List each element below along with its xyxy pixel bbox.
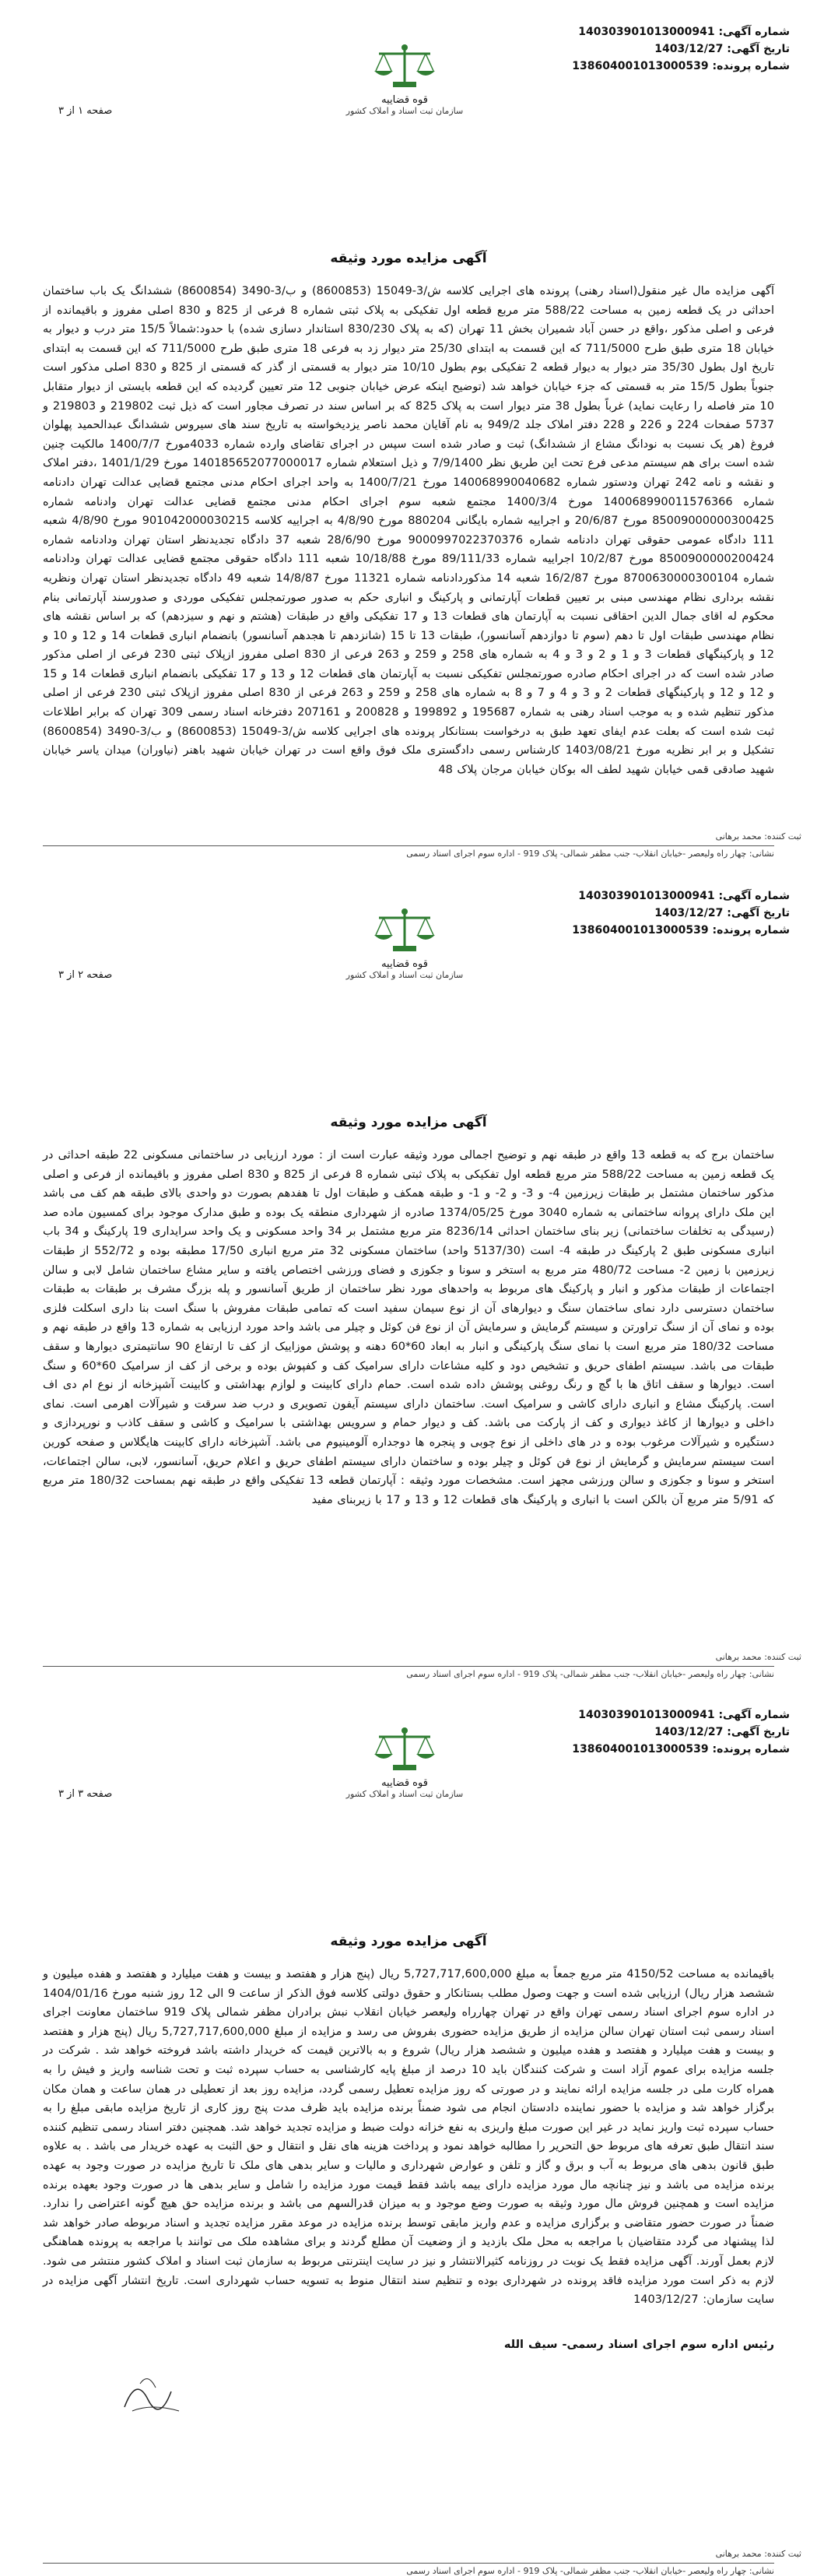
- footer-address: نشانی: چهار راه ولیعصر -خیابان انقلاب- جنب مظفر شمالی- پلاک 919 - اداره سوم اجرای اسناد رسمی: [406, 849, 774, 859]
- judiciary-emblem: [288, 907, 521, 980]
- notice-title: آگهی مزایده مورد وثیقه: [330, 251, 487, 266]
- notice-body: باقیمانده به مساحت 4150/52 متر مربع جمعاً به مبلغ 5,727,717,600,000 ریال (پنج هزار و هفتصد و بیست و هفت میلیارد و هفتصد و هفده میلیون و ششصد هزار ریال) ارزیابی شده است و جهت وصول مطلب بستانکار و حقوق دولتی کلاسه فوق الذکر از ساعت 9 الی 12 روز شنبه مورخ 1404/01/16 در اداره سوم اجرای اسناد رسمی تهران واقع در تهران چهارراه ولیعصر خیابان انقلاب نبش برادران مظفر شمالی پلاک 919 ساختمان معاونت اجرای اسناد رسمی ثبت استان تهران سالن مزایده از طریق مزایده حضوری بفروش می رسد و مزایده از مبلغ 5,727,717,600,000 ریال (پنج هزار و هفتصد و بیست و هفت میلیارد و هفتصد و هفده میلیون و ششصد هزار ریال) شروع و به بالاترین قیمت که خریدار داشته باشد فروخته خواهد شد . شرکت در جلسه مزایده برای عموم آزاد است و شرکت کنندگان باید 10 درصد از مبلغ پایه کارشناسی به حساب سپرده ثبت و تحت شناسه واریز و فیش را به همراه کارت ملی در جلسه مزایده ارائه نمایند و در صورتی که روز مزایده تعطیل رسمی گردد، مزایده روز بعد از تعطیلی در همان ساعت و همان مکان برگزار خواهد شد و مزایده با حضور نماینده دادستان انجام می شود ضمناً برنده مزایده باید ظرف مدت پنج روز کاری از تاریخ مزایده مابقی مبلغ را به حساب سپرده ثبت واریز نماید در غیر این صورت مبلغ واریزی به نفع خزانه دولت ضبط و مزایده تجدید خواهد شد. همچنین دفتر اسناد رسمی تنظیم کننده سند انتقال طبق تعرفه های مربوط حق التحریر را مطالبه خواهد نمود و پرداخت هزینه های نقل و انتقال و حق الثبت به عهده خریدار می باشد . به علاوه طبق قانون بدهی های مربوط به آب و برق و گاز و تلفن و عوارض شهرداری و مالیات و سایر بدهی های ملک تا تاریخ مزایده در صورت وجود به عهده برنده مزایده می باشد و نیز چنانچه مال مورد مزایده دارای بیمه باشد فقط قیمت مورد مزایده را شامل و سایر بدهی ها در صورت وجود بعهده برنده مزایده است و همچنین فروش مال مورد وثیقه به صورت وضع موجود و به میزان قدرالسهم می باشد و برنده مزایده حق هیچ گونه اعتراضی را ندارد. ضمناً در صورت حضور متقاضی و برگزاری مزایده و عدم واریز مابقی توسط برنده مزایده در موعد مقرر مزایده تجدید و اسناد مربوطه صادر خواهد شد لذا پیشنهاد می گردد متقاضیان با مراجعه به محل ملک بازدید و از وضعیت آن مطلع گردند و برای مشاهده ملک می توانند با مراجعه به پرونده هماهنگی لازم بعمل آورند. آگهی مزایده فقط یک نوبت در روزنامه کثیرالانتشار و نیز در سایت اینترنتی مربوط به سازمان ثبت اسناد و املاک کشور منتشر می شود. لازم به ذکر است مورد مزایده فاقد پرونده در شهرداری بوده و تنظیم سند انتقال منوط به تسویه حساب شهرداری است. تاریخ انتشار آگهی مزایده در سایت سازمان: 1403/12/27: [43, 1968, 775, 2307]
- org-subname: سازمان ثبت اسناد و املاک کشور: [345, 970, 464, 980]
- footer-rule: [43, 845, 774, 846]
- notice-date: 1403/12/27: [654, 1726, 724, 1738]
- page-number: صفحه ۳ از ۳: [58, 1788, 113, 1800]
- file-number: 138604001013000539: [572, 1743, 709, 1755]
- notice-number: 140303901013000941: [578, 26, 715, 38]
- notice-date-label: تاریخ آگهی:: [727, 43, 790, 55]
- org-name: قوه قضاییه: [381, 958, 428, 970]
- signature-stamp-icon: [117, 2368, 187, 2423]
- footer-rule: [43, 2563, 774, 2564]
- judiciary-emblem: [288, 1726, 521, 1799]
- notice-number: 140303901013000941: [578, 890, 715, 902]
- file-number-label: شماره پرونده:: [712, 60, 790, 72]
- notice-title: آگهی مزایده مورد وثیقه: [330, 1115, 487, 1130]
- notice-title: آگهی مزایده مورد وثیقه: [330, 1934, 487, 1949]
- org-subname: سازمان ثبت اسناد و املاک کشور: [345, 106, 464, 116]
- notice-page-3: [0, 1683, 817, 2576]
- scales-of-justice-icon: [370, 1726, 440, 1774]
- notice-number-label: شماره آگهی:: [718, 26, 790, 38]
- signer-line: ثبت کننده: محمد برهانی: [715, 1652, 801, 1662]
- judiciary-emblem: [288, 43, 521, 116]
- notice-date-label: تاریخ آگهی:: [727, 1726, 790, 1738]
- footer-address: نشانی: چهار راه ولیعصر -خیابان انقلاب- جنب مظفر شمالی- پلاک 919 - اداره سوم اجرای اسناد رسمی: [406, 2566, 774, 2576]
- org-name: قوه قضاییه: [381, 1777, 428, 1789]
- file-number: 138604001013000539: [572, 924, 709, 937]
- page-number: صفحه ۲ از ۳: [58, 969, 113, 981]
- notice-number-label: شماره آگهی:: [718, 890, 790, 902]
- signer-line: ثبت کننده: محمد برهانی: [715, 2549, 801, 2559]
- file-number-label: شماره پرونده:: [712, 1743, 790, 1755]
- footer-rule: [43, 1666, 774, 1667]
- notice-header: [0, 864, 817, 1098]
- notice-header: [0, 1683, 817, 1917]
- notice-date-label: تاریخ آگهی:: [727, 907, 790, 919]
- org-name: قوه قضاییه: [381, 94, 428, 106]
- page-number: صفحه ۱ از ۳: [58, 105, 113, 117]
- notice-page-1: [0, 0, 817, 859]
- notice-date: 1403/12/27: [654, 907, 724, 919]
- file-number: 138604001013000539: [572, 60, 709, 72]
- notice-body: ساختمان برج که به قطعه 13 واقع در طبقه نهم و توضیح اجمالی مورد وثیقه عبارت است از : مورد ارزیابی در ساختمانی مسکونی 22 طبقه احداثی در یک قطعه زمین به مساحت 588/22 متر مربع قطعه اول تفکیکی به پلاک ثبتی شماره 8 فرعی از 825 و 830 اصلی مفروز و باقیمانده از فرعی و اصلی مذکور ساختمان مشتمل بر طبقات زیرزمین 4- و 3- و 2- و 1- و طبقه همکف و طبقات اول تا هفدهم بصورت دو واحدی بالای طبقه هم کف می باشد این ملک دارای پروانه ساختمانی به شماره 3040 مورخ 1374/05/25 صادره از شهرداری منطقه یک بوده و طبق مدارک موجود برای کمسیون ماده صد (رسیدگی به تخلفات ساختمانی) زیر بنای ساختمان احداثی 8236/14 متر مربع مشتمل بر 34 واحد مسکونی و یک واحد سرایداری 19 پارکینگ و 34 باب انباری مسکونی طبق 2 پارکینگ در طبقه 4- است (5137/30 واحد) ساختمان مسکونی 32 متر مربع انباری 17/50 مطبقه بوده و 552/72 از طبقات زیرزمین با زمین 2- مساحت 480/72 متر مربع به استخر و سونا و جکوزی و فضای ورزشی اختصاص یافته و سایر مشاع ساختمان شامل لابی و سالن اجتماعات از طبقات مذکور و انبار و پارکینگ های مربوط به واحدهای مورد نظر ساختمان از طریق آسانسور و پله بزرگ مشرف بر طبقات به طبقات ساختمان دسترسی دارد نمای ساختمان سنگ و دیوارهای آن از نوع سیمان سفید است که تمامی طبقات مفروش با سنگ است بنا داری اسکلت فلزی بوده و نمای آن از سنگ تراورتن و سیستم گرمایش و سرمایش آن از نوع فن کوئل و چیلر می باشد واحد مورد ارزیابی به شماره 13 واقع در طبقه نهم و مساحت 180/32 متر مربع است با نمای سنگ پارکینگی و انبار به ابعاد 60*60 دهنه و پوشش موزاییک از کف تا ارتفاع 90 سانتیمتری دیوارها و سقف طبقات می باشد. سیستم اطفای حریق و تشخیص دود و کلیه مشاعات دارای سرامیک کف و کفپوش بوده و برخی از کف از سرامیک 60*60 و سنگ است. دیوارها و سقف اتاق ها با گچ و رنگ روغنی پوشش داده شده است. حمام دارای کابینت و لوازم بهداشتی و کابینت آشپزخانه از نوع ام دی اف است. پارکینگ مشاع و انباری دارای کاشی و سرامیک است. ساختمان دارای سیستم آیفون تصویری و درب ضد سرقت و شیرآلات اهرمی است. نمای داخلی و دیوارها از کاغذ دیواری و کف از پارکت می باشد. کف و دیوار حمام و سرویس بهداشتی با سرامیک و کاشی و سقف کاذب و نورپردازی و دستگیره و شیرآلات مرغوب بوده و در های داخلی از نوع چوبی و پنجره ها دوجداره آلومینیوم می باشد. آشپزخانه دارای کابینت هایگلاس و صفحه کورین است سیستم سرمایش و گرمایش از نوع فن کوئل و چیلر بوده و ساختمان دارای سیستم اطفای حریق و اعلام حریق، آسانسور، لابی، سالن اجتماعات، استخر و سونا و جکوزی و سالن ورزشی مجهز است. مشخصات مورد وثیقه : آپارتمان قطعه 13 تفکیکی واقع در طبقه نهم بمساحت 180/32 متر مربع که 5/91 متر مربع آن بالکن است با انباری و پارکینگ های قطعات 12 و 13 و 17 با زیربنای مفید: [43, 1149, 775, 1506]
- signoff-line: رئیس اداره سوم اجرای اسناد رسمی- سیف الله: [503, 2339, 774, 2351]
- footer-address: نشانی: چهار راه ولیعصر -خیابان انقلاب- جنب مظفر شمالی- پلاک 919 - اداره سوم اجرای اسناد رسمی: [406, 1669, 774, 1679]
- signer-line: ثبت کننده: محمد برهانی: [715, 831, 801, 842]
- org-subname: سازمان ثبت اسناد و املاک کشور: [345, 1789, 464, 1799]
- notice-body: آگهی مزایده مال غیر منقول(اسناد رهنی) پرونده های اجرایی کلاسه ش/3-15049 (8600853) و ب/3-3490 (8600854) ششدانگ یک باب ساختمان احداثی در یک قطعه زمین به مساحت 588/22 متر مربع قطعه اول تفکیکی به پلاک ثبتی شماره 8 فرعی از 825 و 830 اصلی مفروز و باقیمانده از فرعی و اصلی مذکور ،واقع در حسن آباد شمیران بخش 11 تهران (که به پلاک 830/230 استاندار دسازی شده) با حدود:شمالاً 15/5 متر درب و دیوار به خیابان 18 متری طبق طرح 711/5000 که این قسمت به ابتدای 25/30 متر دیوار زد به فرعی 18 متری طبق طرح 711/5000 که این قسمت به ابتدای تاریخ اول بطول 35/30 متر دیوار به دیوار قطعه 2 تفکیکی بوم بطول 10/10 متر دیوار به قسمتی از گذر که قسمتی از 825 و 830 اصلی مذکور است جنوباً بطول 15/5 متر به قسمتی که جزء خیابان خواهد شد (توضیح اینکه عرض خیابان جنوبی 12 متر تعیین گردیده که این قطعه بایستی از دیوار متقابل 10 متر فاصله را رعایت نماید) غرباً بطول 38 متر دیوار است به پلاک 825 که بر اساس سند در تصرف مجاور است که ذیل ثبت 219802 و 219803 و 5737 صفحات 224 و 226 و 228 دفتر املاک جلد 949/2 به نام آقایان محمد ناصر یزدیخواسته به تاریخ سند های سیروس ششدانگ عبدالحمید پهلوان فروغ (هر یک نسبت به نودانگ مشاع از ششدانگ) ثبت و صادر شده است سپس در اجرای تقاضای وارده شماره 4033مورخ 1400/7/7 مالکیت چنین شده است برای هم سیستم مدعی فرع تحت این طریق نظر 7/9/1400 و ذیل استعلام شماره 140185652077000017 مورخ 1401/1/29 ،دفتر املاک و نقشه و نامه 242 تهران ودستور شماره 140068990040682 مورخ 1400/7/21 به واحد اجرای احکام مدنی مجتمع قضایی عدالت تهران دادنامه شماره 140068990011576366 مورخ 1400/3/4 مجتمع شعبه سوم اجرای احکام مدنی مجتمع قضایی عدالت تهران وادنامه شماره 85009000000300425 مورخ 20/6/87 و اجراییه شماره بایگانی 880204 مورخ 4/8/90 به اجراییه کلاسه 901042000030215 مورخ 4/8/90 شعبه 111 دادگاه عمومی حقوقی تهران دادنامه شماره 9000997022370376 مورخ 28/6/90 شعبه 37 دادگاه تجدیدنظر استان تهران ودادنامه شماره 8500900000200424 مورخ 10/2/87 اجراییه شماره 89/111/33 مورخ 10/18/88 شعبه 111 دادگاه حقوقی مجتمع قضایی عدالت تهران ودادنامه شماره 8700630000300104 مورخ 16/2/87 شعبه 14 مذکوردادنامه شماره 11321 مورخ 14/8/87 شعبه 49 دادگاه تجدیدنظر استان تهران ونظریه نقشه برداری نظام مهندسی مبنی بر تعیین قطعات آپارتمانی و پارکینگ و انباری حکم به صدور صورتمجلس تفکیکی موردی و صدورسند آپارتمانی بنام محکوم له اقای جمال الدین احقاقی نسبت به آپارتمان های قطعات 13 و 17 تفکیکی واقع در طبقات (هشتم و نهم و سیزدهم) که بر اساس نقشه های نظام مهندسی طبقات اول تا دهم (سوم تا دوازدهم آسانسور)، طبقات 13 تا 15 (شانزدهم تا هجدهم آسانسور) بانضمام انباری قطعات 14 و 12 و 10 و 12 و پارکینگهای قطعات 3 و 1 و 2 و 3 و 4 به شماره های 258 و 259 و 263 فرعی از 830 اصلی مفروز ازپلاک ثبتی 230 فرعی از اصلی مذکور صادر شده است که در اجرای احکام صادره صورتمجلس تفکیکی نسبت به آپارتمان های قطعات 12 و 13 و 17 تفکیکی بانضمام انباری قطعات 14 و 15 و 12 و 12 و پارکینگهای قطعات 2 و 3 و 4 و 7 و 8 به شماره های 258 و 259 و 263 فرعی از 830 اصلی مفروز ازپلاک ثبتی 230 فرعی از اصلی مذکور تنظیم شده و به موجب اسناد رهنی به شماره 195687 و 199892 و 200828 و 207161 دفترخانه اسناد رسمی 309 تهران که برابر اطلاعات ثبت شده است که بعلت عدم ایفای تعهد طبق به درخواست بستانکار پرونده های اجرایی کلاسه ش/3-15049 (8600853) و ب/3-3490 (8600854) تشکیل و بر ابر نظریه مورخ 1403/08/21 کارشناس رسمی دادگستری ملک فوق واقع است در تهران خیابان شهید باهنر (نیاوران) میدان یاسر خیابان شهید صادقی قمی خیابان شهید لطف اله بوکان خیابان مرجان پلاک 48: [43, 285, 775, 776]
- scales-of-justice-icon: [370, 43, 440, 91]
- scales-of-justice-icon: [370, 907, 440, 955]
- notice-header: [0, 0, 817, 234]
- notice-number: 140303901013000941: [578, 1709, 715, 1721]
- notice-page-2: [0, 864, 817, 1679]
- file-number-label: شماره پرونده:: [712, 924, 790, 937]
- notice-date: 1403/12/27: [654, 43, 724, 55]
- notice-number-label: شماره آگهی:: [718, 1709, 790, 1721]
